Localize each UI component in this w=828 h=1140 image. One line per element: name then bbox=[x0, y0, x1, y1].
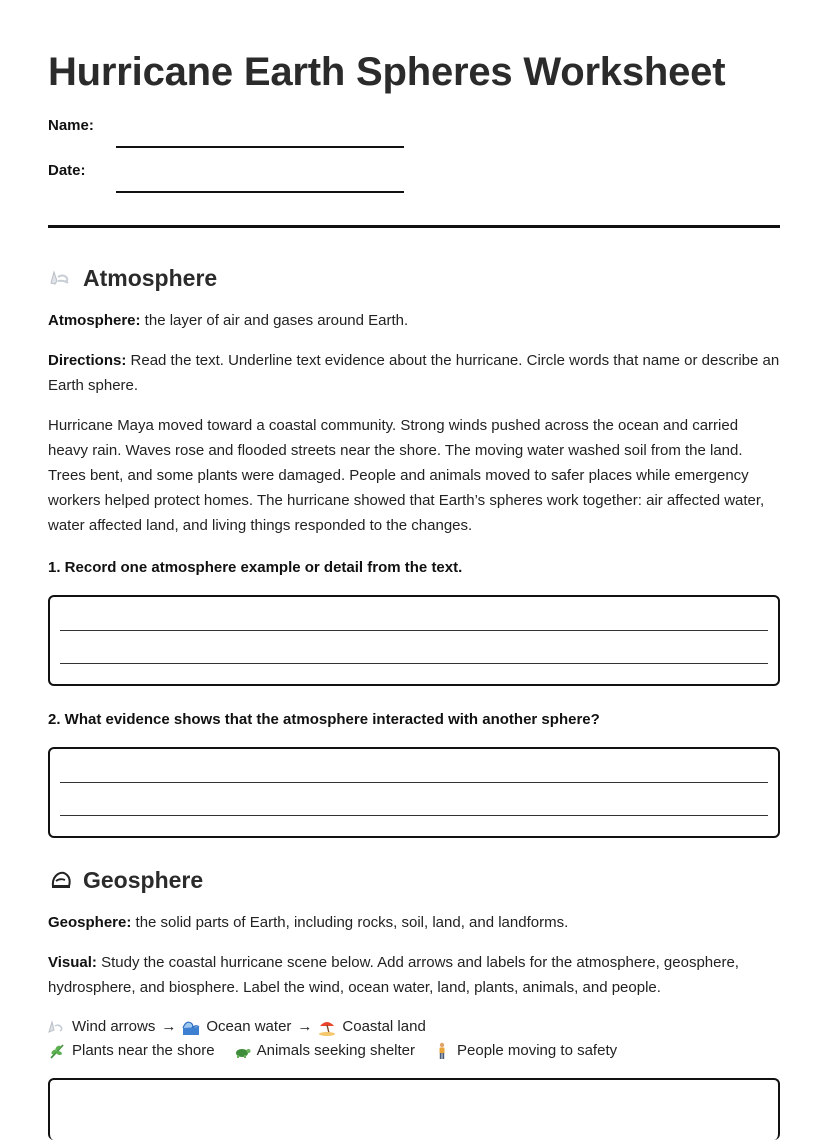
person-icon bbox=[433, 1042, 451, 1060]
hurricane-passage: Hurricane Maya moved toward a coastal community. Strong winds pushed across the ocean and carried heavy rain. Waves rose and flooded streets near the shore. The moving water washed soil from the land. Trees bent, and some plants were damaged. People and animals moved to safer places while emergency workers helped protect homes. The hurricane showed that Earth’s spheres work together: air affected water, water affected land, and living things responded to the changes. bbox=[48, 417, 765, 534]
visual-text: Study the coastal hurricane scene below. Add arrows and labels for the atmosphere, geosphere, hydrosphere, and biosphere. Label the wind, ocean water, land, plants, animals, and people. bbox=[48, 954, 739, 996]
geosphere-definition-text: the solid parts of Earth, including rocks, soil, land, and landforms. bbox=[131, 914, 569, 931]
answer-box-1[interactable] bbox=[48, 595, 780, 686]
rock-icon bbox=[48, 867, 74, 893]
geosphere-definition-term: Geosphere: bbox=[48, 914, 132, 931]
turtle-icon bbox=[233, 1042, 251, 1060]
answer-line bbox=[60, 782, 768, 783]
legend-plants: Plants near the shore bbox=[72, 1042, 215, 1059]
herb-icon bbox=[48, 1042, 66, 1060]
wind-icon bbox=[48, 265, 74, 291]
answer-box-2[interactable] bbox=[48, 747, 780, 838]
answer-line bbox=[60, 630, 768, 631]
directions-text: Read the text. Underline text evidence about the hurricane. Circle words that name or describe an Earth sphere. bbox=[48, 352, 780, 394]
arrow-icon: → bbox=[297, 1018, 313, 1035]
atmosphere-heading bbox=[48, 264, 780, 292]
legend-row-1 bbox=[48, 1015, 780, 1039]
wind-icon bbox=[48, 1018, 66, 1036]
legend-ocean: Ocean water bbox=[206, 1018, 292, 1035]
legend-people: People moving to safety bbox=[457, 1042, 618, 1059]
scene-drawing-box[interactable] bbox=[48, 1078, 780, 1140]
directions-term: Directions: bbox=[48, 352, 127, 369]
date-label: Date: bbox=[48, 162, 86, 179]
legend-animals: Animals seeking shelter bbox=[256, 1042, 416, 1059]
geosphere-definition bbox=[48, 910, 780, 935]
atmosphere-definition bbox=[48, 308, 780, 333]
name-line[interactable] bbox=[116, 130, 404, 148]
legend-land: Coastal land bbox=[342, 1018, 426, 1035]
legend-wind: Wind arrows bbox=[72, 1018, 156, 1035]
atmosphere-heading-text: Atmosphere bbox=[83, 264, 218, 291]
answer-line bbox=[60, 663, 768, 664]
beach-icon bbox=[318, 1018, 336, 1036]
question-2: 2. What evidence shows that the atmosphere interacted with another sphere? bbox=[48, 711, 600, 728]
date-line[interactable] bbox=[116, 175, 404, 193]
visual-term: Visual: bbox=[48, 954, 97, 971]
date-field-row bbox=[48, 163, 780, 187]
arrow-icon: → bbox=[161, 1018, 177, 1035]
scene-legend bbox=[48, 1015, 780, 1063]
page-title: Hurricane Earth Spheres Worksheet bbox=[48, 50, 726, 94]
directions bbox=[48, 348, 780, 398]
wave-icon bbox=[182, 1018, 200, 1036]
answer-line bbox=[60, 815, 768, 816]
question-1: 1. Record one atmosphere example or detail from the text. bbox=[48, 559, 463, 576]
legend-row-2 bbox=[48, 1039, 780, 1063]
name-label: Name: bbox=[48, 117, 94, 134]
geosphere-heading-text: Geosphere bbox=[83, 866, 204, 893]
header-divider bbox=[48, 225, 780, 228]
geosphere-heading bbox=[48, 866, 780, 894]
atmosphere-definition-text: the layer of air and gases around Earth. bbox=[140, 312, 409, 329]
visual-instructions bbox=[48, 950, 780, 1000]
name-field-row bbox=[48, 118, 780, 142]
atmosphere-definition-term: Atmosphere: bbox=[48, 312, 141, 329]
